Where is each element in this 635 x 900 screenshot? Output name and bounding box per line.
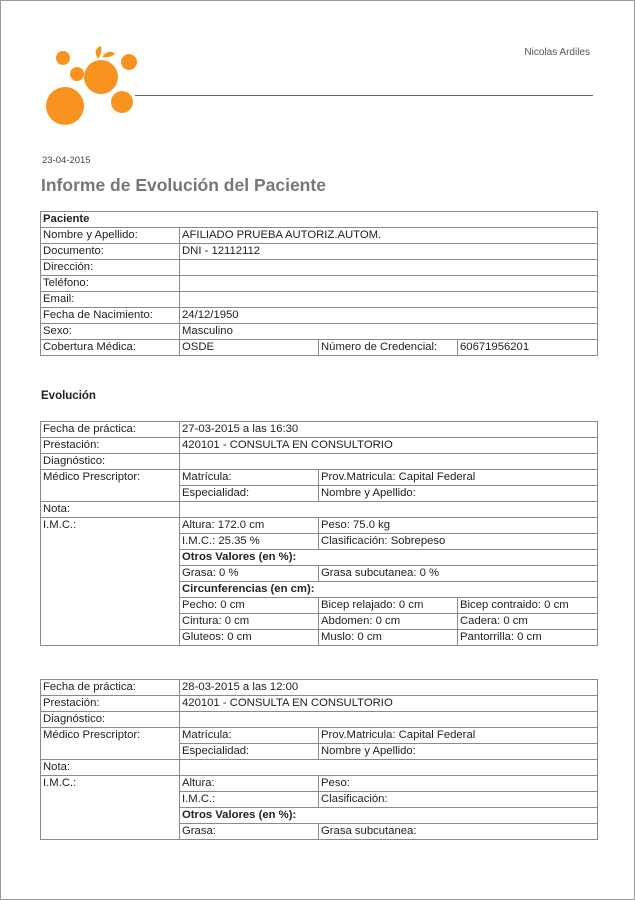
doctor-name: Nicolas Ardiles: [524, 47, 590, 58]
page-title: Informe de Evolución del Paciente: [41, 175, 326, 195]
table-row: [41, 744, 598, 760]
table-row: [41, 486, 598, 502]
evolution-entry-table: [40, 679, 598, 840]
service-label: Prestación:: [41, 696, 180, 712]
service-label: Prestación:: [41, 438, 180, 454]
clasificacion-cell: Clasificación: Sobrepeso: [319, 534, 598, 550]
practice-date-label: Fecha de práctica:: [41, 680, 180, 696]
table-row: [41, 518, 598, 534]
prov-matricula-cell: Prov.Matricula: Capital Federal: [319, 728, 598, 744]
table-row: [41, 422, 598, 438]
table-row: [41, 680, 598, 696]
grasa-sub-cell: Grasa subcutanea:: [319, 824, 598, 840]
note-label: Nota:: [41, 502, 180, 518]
note-value: [180, 502, 598, 518]
pecho-cell: Pecho: 0 cm: [180, 598, 319, 614]
table-row: [41, 228, 598, 244]
patient-table: [40, 211, 598, 356]
diagnosis-label: Diagnóstico:: [41, 454, 180, 470]
grasa-cell: Grasa:: [180, 824, 319, 840]
imc-label: I.M.C.:: [41, 518, 180, 646]
prescriber-label: Médico Prescriptor:: [41, 470, 180, 486]
cintura-cell: Cintura: 0 cm: [180, 614, 319, 630]
credential-label: Número de Credencial:: [319, 340, 458, 356]
phone-value: [180, 276, 598, 292]
orange-fruit-logo-icon: [41, 45, 141, 127]
bicep-relajado-cell: Bicep relajado: 0 cm: [319, 598, 458, 614]
matricula-cell: Matrícula:: [180, 728, 319, 744]
birth-value: 24/12/1950: [180, 308, 598, 324]
name-label: Nombre y Apellido:: [41, 228, 180, 244]
sex-value: Masculino: [180, 324, 598, 340]
address-value: [180, 260, 598, 276]
especialidad-cell: Especialidad:: [180, 744, 319, 760]
table-row: [41, 340, 598, 356]
email-label: Email:: [41, 292, 180, 308]
diagnosis-value: [180, 454, 598, 470]
practice-date-label: Fecha de práctica:: [41, 422, 180, 438]
gluteos-cell: Gluteos: 0 cm: [180, 630, 319, 646]
table-row: [41, 502, 598, 518]
table-row: [41, 776, 598, 792]
address-label: Dirección:: [41, 260, 180, 276]
peso-cell: Peso: 75.0 kg: [319, 518, 598, 534]
matricula-cell: Matrícula:: [180, 470, 319, 486]
otros-valores-title: Otros Valores (en %):: [180, 550, 598, 566]
patient-section-label: Paciente: [41, 212, 598, 228]
pantorrilla-cell: Pantorrilla: 0 cm: [458, 630, 598, 646]
table-row: [41, 438, 598, 454]
table-row: [41, 728, 598, 744]
muslo-cell: Muslo: 0 cm: [319, 630, 458, 646]
table-row: [41, 712, 598, 728]
clasificacion-cell: Clasificación:: [319, 792, 598, 808]
practice-date-value: 28-03-2015 a las 12:00: [180, 680, 598, 696]
altura-cell: Altura: 172.0 cm: [180, 518, 319, 534]
cadera-cell: Cadera: 0 cm: [458, 614, 598, 630]
table-row: [41, 292, 598, 308]
document-label: Documento:: [41, 244, 180, 260]
credential-value: 60671956201: [458, 340, 598, 356]
table-row: [41, 696, 598, 712]
table-row: [41, 276, 598, 292]
document-value: DNI - 12112112: [180, 244, 598, 260]
altura-cell: Altura:: [180, 776, 319, 792]
especialidad-cell: Especialidad:: [180, 486, 319, 502]
phone-label: Teléfono:: [41, 276, 180, 292]
otros-valores-title: Otros Valores (en %):: [180, 808, 598, 824]
table-row: [41, 308, 598, 324]
table-row: [41, 470, 598, 486]
imc-cell: I.M.C.: 25.35 %: [180, 534, 319, 550]
service-value: 420101 - CONSULTA EN CONSULTORIO: [180, 696, 598, 712]
grasa-sub-cell: Grasa subcutanea: 0 %: [319, 566, 598, 582]
imc-cell: I.M.C.:: [180, 792, 319, 808]
diagnosis-value: [180, 712, 598, 728]
nombre-cell: Nombre y Apellido:: [319, 486, 598, 502]
birth-label: Fecha de Nacimiento:: [41, 308, 180, 324]
evolution-heading: Evolución: [41, 390, 96, 402]
email-value: [180, 292, 598, 308]
note-value: [180, 760, 598, 776]
diagnosis-label: Diagnóstico:: [41, 712, 180, 728]
table-row: [41, 212, 598, 228]
coverage-label: Cobertura Médica:: [41, 340, 180, 356]
table-row: [41, 260, 598, 276]
report-date: 23-04-2015: [42, 155, 91, 166]
table-row: [41, 454, 598, 470]
evolution-entry-table: [40, 421, 598, 646]
circunferencias-title: Circunferencias (en cm):: [180, 582, 598, 598]
service-value: 420101 - CONSULTA EN CONSULTORIO: [180, 438, 598, 454]
header-divider: [135, 95, 593, 96]
grasa-cell: Grasa: 0 %: [180, 566, 319, 582]
note-label: Nota:: [41, 760, 180, 776]
table-row: [41, 324, 598, 340]
prov-matricula-cell: Prov.Matricula: Capital Federal: [319, 470, 598, 486]
nombre-cell: Nombre y Apellido:: [319, 744, 598, 760]
table-row: [41, 244, 598, 260]
prescriber-spacer: [41, 486, 180, 502]
abdomen-cell: Abdomen: 0 cm: [319, 614, 458, 630]
name-value: AFILIADO PRUEBA AUTORIZ.AUTOM.: [180, 228, 598, 244]
bicep-contraido-cell: Bicep contraido: 0 cm: [458, 598, 598, 614]
practice-date-value: 27-03-2015 a las 16:30: [180, 422, 598, 438]
prescriber-label: Médico Prescriptor:: [41, 728, 180, 744]
peso-cell: Peso:: [319, 776, 598, 792]
table-row: [41, 760, 598, 776]
imc-label: I.M.C.:: [41, 776, 180, 840]
coverage-value: OSDE: [180, 340, 319, 356]
sex-label: Sexo:: [41, 324, 180, 340]
prescriber-spacer: [41, 744, 180, 760]
